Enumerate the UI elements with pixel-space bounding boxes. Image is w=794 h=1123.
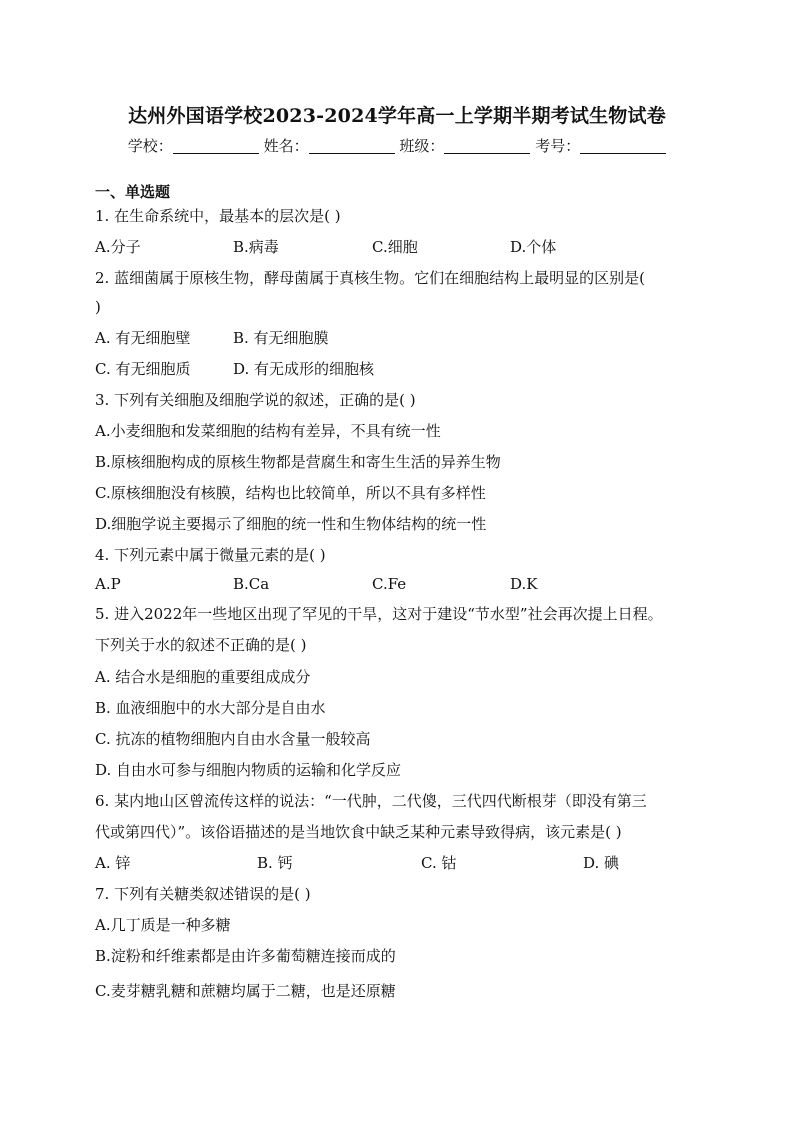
option-c: C. 有无细胞质 [95, 360, 191, 378]
option-a: A.P [95, 575, 121, 593]
option-b: B. 血液细胞中的水大部分是自由水 [95, 699, 326, 717]
question-5-stem: 5. 进入2022年一些地区出现了罕见的干旱，这对于建设“节水型”社会再次提上日程。 [95, 605, 663, 623]
option-d: D.个体 [510, 238, 557, 256]
question-7-stem: 7. 下列有关糖类叙述错误的是( ) [95, 885, 311, 903]
option-d: D. 碘 [583, 854, 620, 872]
option-a: A.分子 [95, 238, 141, 256]
option-a: A. 锌 [95, 854, 131, 872]
exam-number-blank [580, 139, 666, 154]
question-4-stem: 4. 下列元素中属于微量元素的是( ) [95, 546, 326, 564]
option-d: D.细胞学说主要揭示了细胞的统一性和生物体结构的统一性 [95, 515, 487, 533]
option-b: B. 钙 [257, 854, 293, 872]
option-a: A.几丁质是一种多糖 [95, 916, 231, 934]
exam-number-label: 考号： [535, 137, 581, 155]
exam-title: 达州外国语学校2023-2024学年高一上学期半期考试生物试卷 [128, 105, 666, 127]
question-6-stem: 6. 某内地山区曾流传这样的说法：“一代肿，二代傻，三代四代断根芽（即没有第三 [95, 792, 647, 810]
student-info-row [0, 135, 794, 156]
option-a: A. 结合水是细胞的重要组成成分 [95, 668, 311, 686]
option-c: C.原核细胞没有核膜，结构也比较简单，所以不具有多样性 [95, 484, 486, 502]
option-d: D. 有无成形的细胞核 [233, 360, 375, 378]
class-label: 班级： [399, 137, 445, 155]
question-3-stem: 3. 下列有关细胞及细胞学说的叙述，正确的是( ) [95, 391, 416, 409]
option-d: D. 自由水可参与细胞内物质的运输和化学反应 [95, 761, 402, 779]
class-blank [444, 139, 530, 154]
section-heading: 一、单选题 [95, 183, 171, 201]
school-label: 学校： [127, 137, 173, 155]
option-a: A.小麦细胞和发菜细胞的结构有差异，不具有统一性 [95, 422, 441, 440]
question-1-stem: 1. 在生命系统中，最基本的层次是( ) [95, 207, 341, 225]
option-b: B.病毒 [233, 238, 279, 256]
question-2-stem: 2. 蓝细菌属于原核生物，酵母菌属于真核生物。它们在细胞结构上最明显的区别是( [95, 269, 645, 287]
question-5-stem-cont: 下列关于水的叙述不正确的是( ) [95, 636, 307, 654]
option-b: B. 有无细胞膜 [233, 329, 329, 347]
question-6-stem-cont: 代或第四代）”。该俗语描述的是当地饮食中缺乏某种元素导致得病，该元素是( ) [95, 823, 622, 841]
option-d: D.K [510, 575, 538, 593]
name-label: 姓名： [263, 137, 309, 155]
name-blank [309, 139, 395, 154]
option-c: C.麦芽糖乳糖和蔗糖均属于二糖，也是还原糖 [95, 982, 396, 1000]
option-b: B.淀粉和纤维素都是由许多葡萄糖连接而成的 [95, 947, 396, 965]
option-b: B.原核细胞构成的原核生物都是营腐生和寄生生活的异养生物 [95, 453, 501, 471]
option-c: C. 钴 [421, 854, 457, 872]
option-b: B.Ca [233, 575, 270, 593]
option-a: A. 有无细胞壁 [95, 329, 191, 347]
school-blank [173, 139, 259, 154]
option-c: C.细胞 [372, 238, 418, 256]
question-2-stem-cont: ) [95, 298, 101, 316]
option-c: C. 抗冻的植物细胞内自由水含量一般较高 [95, 730, 371, 748]
option-c: C.Fe [372, 575, 407, 593]
